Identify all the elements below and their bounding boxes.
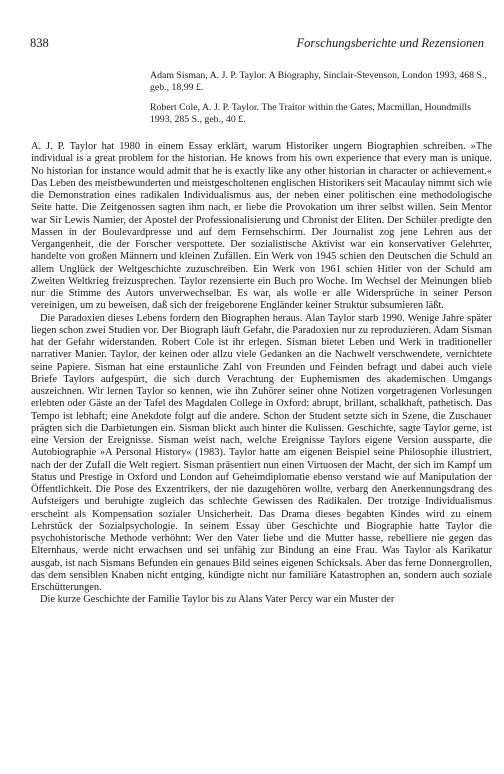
reviewed-books-list <box>150 70 492 134</box>
body-paragraph: Die Paradoxien dieses Lebens fordern den Biographen heraus. Alan Taylor starb 1990. Wenige Jahre später liegen schon zwei Studien vor. Der Biograph läuft Gefahr, die Paradoxien nur zu reproduzieren. Adam Sisman hat der Gefahr widerstanden. Robert Cole ist ihr erlegen. Sisman bietet Leben und Werk in traditioneller narrativer Manier. Taylor, der keinen oder allzu viele Gedanken an die Nachwelt verschwendete, vernichtete seine Papiere. Sisman hat eine erstaunliche Zahl von Freunden und Feinden befragt und dabei auch viele Briefe Taylors aufgespürt, die sich durch Verachtung der Euphemismen des akademischen Umgangs auszeichnen. Wir lernen Taylor so kennen, wie ihn Zuhörer seiner ohne Notizen vorgetragenen Vorlesungen erlebten oder Gäste an der Tafel des Magdalen College in Oxford: abrupt, brillant, schalkhaft, pathetisch. Das Tempo ist lebhaft; eine Anekdote folgt auf die andere. Schon der Student setzte sich in Szene, die Zuschauer prägten sich die Darbietungen ein. Sisman blickt auch hinter die Kulissen. Geschichte, sagte Taylor gerne, ist eine Version der Ereignisse. Sisman weist nach, welche Ereignisse Taylors eigene Version aussparte, die Autobiographie »A Personal History« (1983). Taylor hatte am eigenen Beispiel seine Philosophie illustriert, nach der der Zufall die Welt regiert. Sisman präsentiert nun einen Virtuosen der Macht, der sich im Kampf um Status und Prestige in Oxford und London auf Geheimdiplomatie ebenso verstand wie auf Manipulation der Öffentlichkeit. Die Pose des Exzentrikers, der nie dazugehören wollte, verbarg den Anerkennungsdrang des Aufsteigers und beruhigte zugleich das schlechte Gewissen des Radikalen. Der trotzige Individualismus erscheint als Kompensation sozialer Unsicherheit. Das Drama dieses begabten Kindes wird zu einem Lehrstück der Sozialpsychologie. In seinem Essay über Geschichte und Biographie hatte Taylor die psychohistorische Methode verhöhnt: Wer den Vater liebe und die Mutter hasse, rebelliere nie gegen das Elternhaus, werde nicht erwachsen und sei unfähig zur Bindung an eine Frau. Was Taylor als Karikatur ausgab, ist nach Sismans Befunden ein genaues Bild seines eigenen Schicksals. Aber das ferne Donnergrollen, das dem sensiblen Knaben nicht entging, kündigte nicht nur familiäre Katastrophen an, sondern auch soziale Erschütterungen. <box>31 312 492 593</box>
body-paragraph: Die kurze Geschichte der Familie Taylor bis zu Alans Vater Percy war ein Muster der <box>40 594 395 606</box>
body-paragraph: A. J. P. Taylor hat 1980 in einem Essay erklärt, warum Historiker ungern Biographien schreiben. »The individual is a great problem for the historian. He knows from his own experience that every man is unique. No historian for instance would admit that he is exactly like any other historian in character or achievement.« Das Leben des meistbewunderten und meistgescholtenen englischen Historikers seit Macaulay nimmt sich wie die Demonstration eines radikalen Individualismus aus, der neben einer politischen eine methodologische Seite hatte. Die Zeitgenossen sagten ihm nach, er liebe die Provokation um ihrer selbst willen. Sein Mentor war Sir Lewis Namier, der Apostel der Professionalisierung und Chronist der Eliten. Der Schüler predigte den Massen in der Boulevardpresse und auf dem Fernsehschirm. Der Journalist zog jene Lehren aus der Vergangenheit, die der Forscher verspottete. Der sozialistische Aktivist war ein konservativer Gelehrter, handelte von großen Männern und kleinen Zufällen. Ein Werk von 1945 schien den Deutschen die Schuld an allem Unglück der Weltgeschichte zuzuschreiben. Ein Werk von 1961 schien Hitler von der Schuld am Zweiten Weltkrieg freizusprechen. Taylor rezensierte ein Buch pro Woche. Im Wechsel der Meinungen blieb nur die Stimme des Autors unverwechselbar. Es war, als wolle er alle Widersprüche in seiner Person vereinigen, um zu beweisen, daß sich der freigeborene Engländer keiner Struktur subsumieren läßt. <box>31 141 492 312</box>
review-body <box>31 141 492 607</box>
page-header <box>30 36 484 52</box>
book-reference: Robert Cole, A. J. P. Taylor. The Traitor within the Gates, Macmillan, Houndmills 1993, 285 S., geb., 40 £. <box>150 102 471 125</box>
book-reference: Adam Sisman, A. J. P. Taylor. A Biography, Sinclair-Stevenson, London 1993, 468 S., geb., 18,99 £. <box>150 70 487 93</box>
page-number: 838 <box>30 36 49 50</box>
running-title: Forschungsberichte und Rezensionen <box>296 36 484 50</box>
